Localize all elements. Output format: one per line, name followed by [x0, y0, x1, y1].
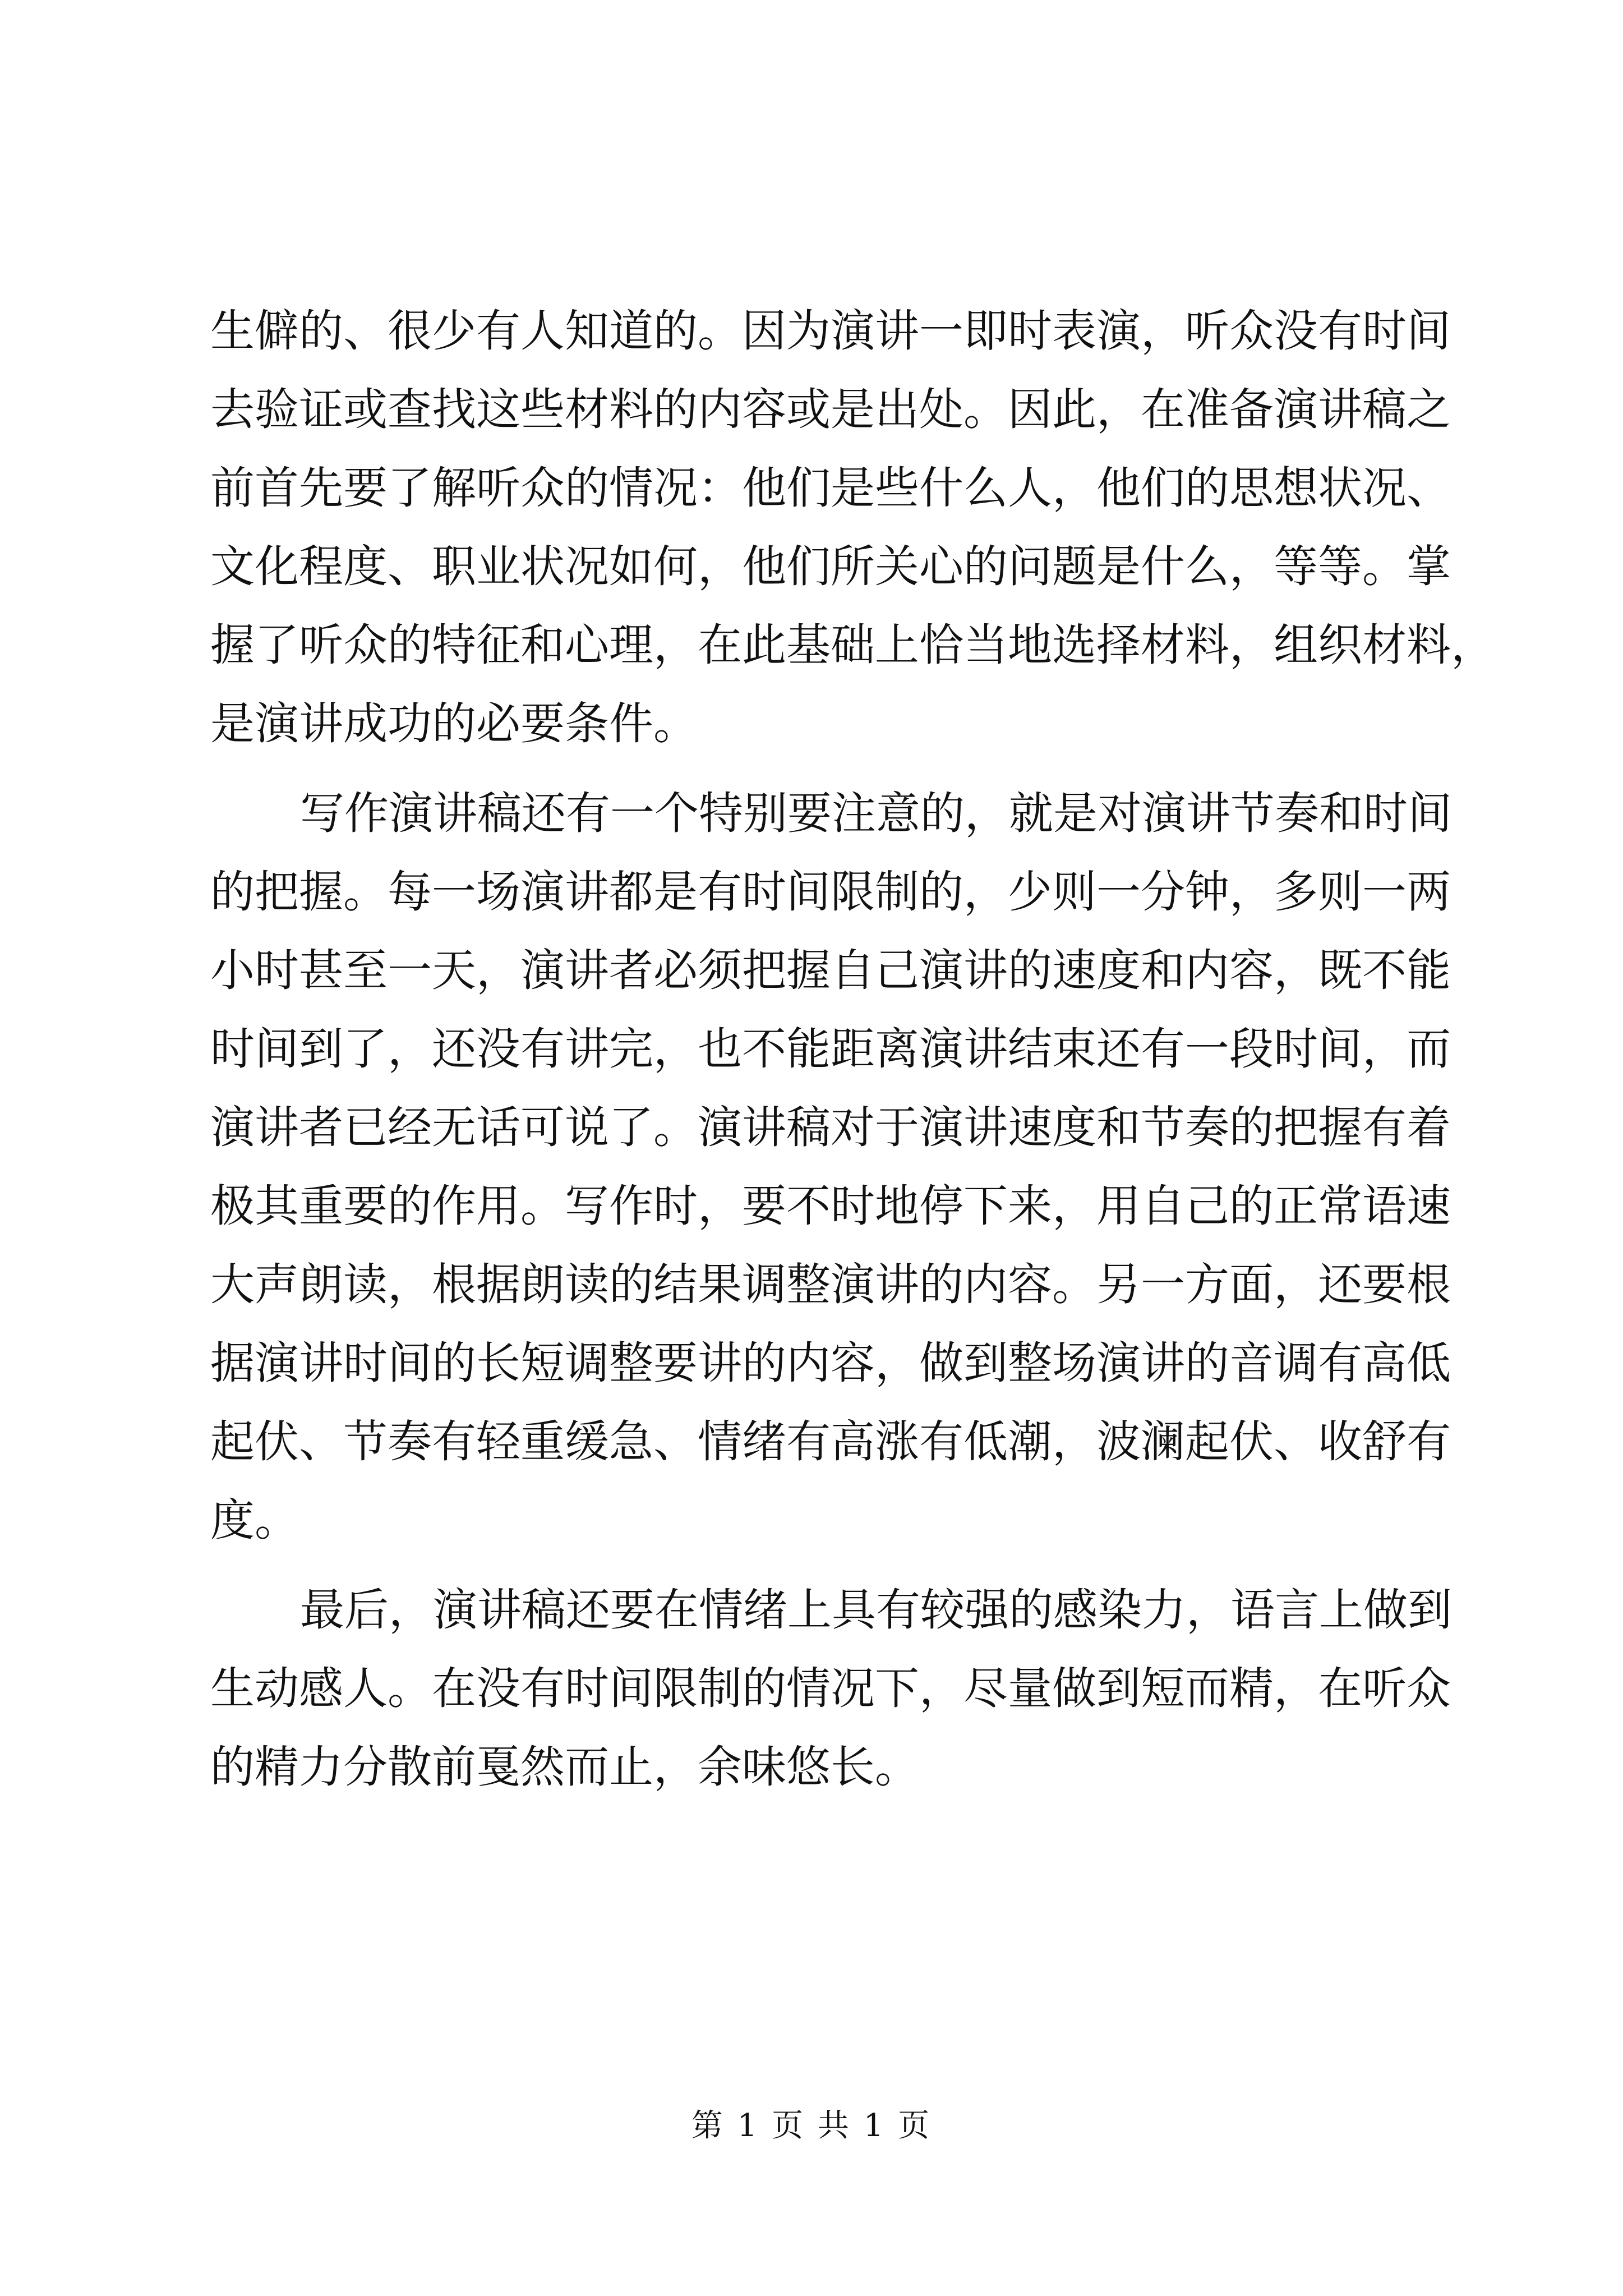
paragraph-2-line-5: 演讲者已经无话可说了。演讲稿对于演讲速度和节奏的把握有着	[210, 1102, 1451, 1153]
paragraph-3-line-1: 最后，演讲稿还要在情绪上具有较强的感染力，语言上做到	[300, 1584, 1452, 1636]
paragraph-2-line-2: 的把握。每一场演讲都是有时间限制的，少则一分钟，多则一两	[210, 866, 1451, 918]
paragraph-2-line-8: 据演讲时间的长短调整要讲的内容，做到整场演讲的音调有高低	[210, 1337, 1451, 1389]
paragraph-2-line-4: 时间到了，还没有讲完，也不能距离演讲结束还有一段时间，而	[210, 1023, 1451, 1075]
paragraph-1-line-2: 去验证或查找这些材料的内容或是出处。因此，在准备演讲稿之	[210, 384, 1451, 435]
paragraph-1-line-5: 握了听众的特征和心理，在此基础上恰当地选择材料，组织材料，	[210, 619, 1495, 671]
paragraph-1-line-1: 生僻的、很少有人知道的。因为演讲一即时表演，听众没有时间	[210, 305, 1451, 357]
document-body	[210, 292, 1495, 1806]
paragraph-3-line-3: 的精力分散前戛然而止，余味悠长。	[210, 1741, 919, 1793]
paragraph-2-line-7: 大声朗读，根据朗读的结果调整演讲的内容。另一方面，还要根	[210, 1259, 1451, 1310]
paragraph-1-line-6: 是演讲成功的必要条件。	[210, 698, 698, 749]
paragraph-1-line-3: 前首先要了解听众的情况：他们是些什么人，他们的思想状况、	[210, 462, 1451, 514]
paragraph-gap	[210, 763, 1410, 774]
paragraph-gap	[210, 1559, 1410, 1571]
paragraph-2-line-3: 小时甚至一天，演讲者必须把握自己演讲的速度和内容，既不能	[210, 945, 1451, 996]
paragraph-2-line-1: 写作演讲稿还有一个特别要注意的，就是对演讲节奏和时间	[300, 788, 1452, 839]
paragraph-2-line-6: 极其重要的作用。写作时，要不时地停下来，用自己的正常语速	[210, 1180, 1451, 1232]
page-number-footer: 第 1 页 共 1 页	[691, 2108, 932, 2144]
paragraph-1-line-4: 文化程度、职业状况如何，他们所关心的问题是什么，等等。掌	[210, 541, 1451, 592]
paragraph-2-line-9: 起伏、节奏有轻重缓急、情绪有高涨有低潮，波澜起伏、收舒有	[210, 1416, 1451, 1467]
paragraph-3-line-2: 生动感人。在没有时间限制的情况下，尽量做到短而精，在听众	[210, 1663, 1451, 1714]
paragraph-2-line-10: 度。	[210, 1494, 299, 1546]
